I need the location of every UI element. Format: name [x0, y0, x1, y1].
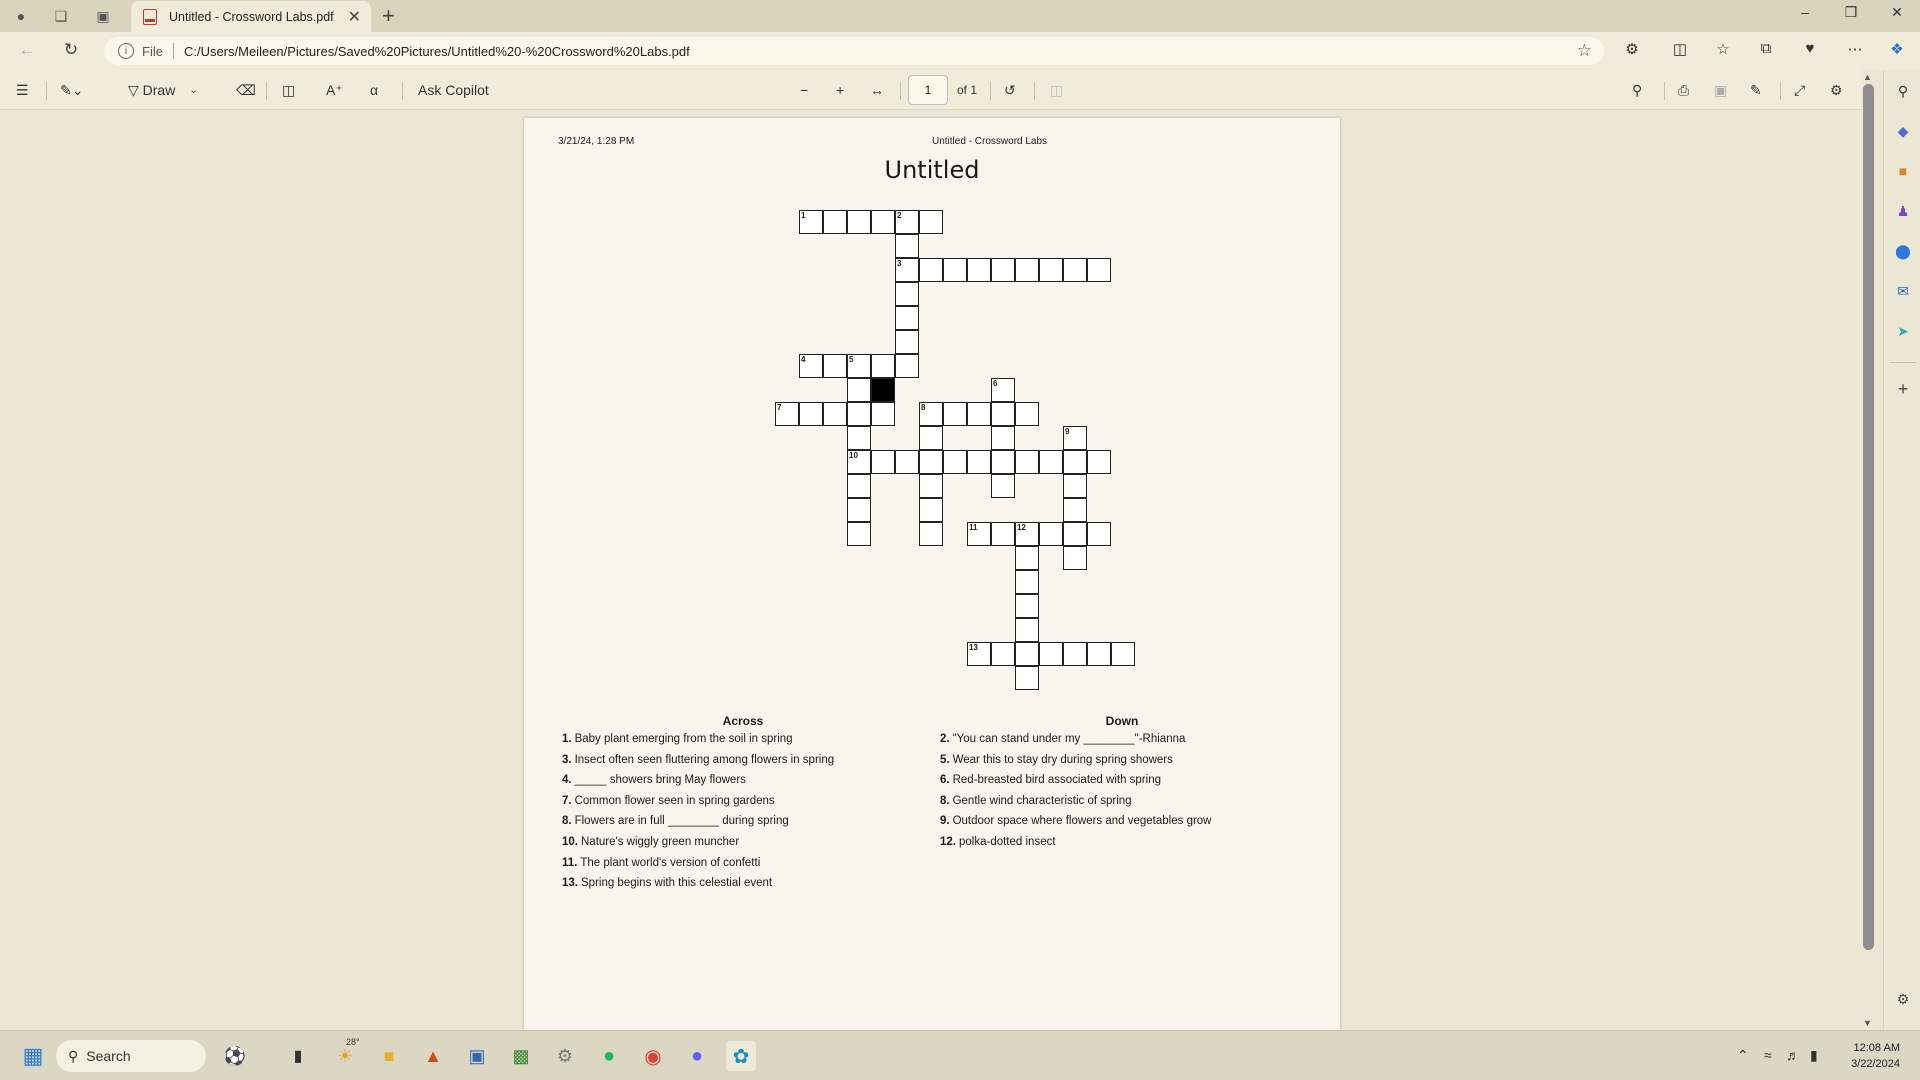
crossword-cell [1063, 450, 1087, 474]
crossword-cell [1015, 666, 1039, 690]
address-bar[interactable] [104, 37, 1604, 65]
crossword-cell [847, 450, 871, 474]
contents-icon[interactable]: ☰ [16, 81, 29, 98]
clue-number: 9 [1065, 427, 1070, 436]
sidebar-settings-icon[interactable]: ⚙ [1896, 990, 1910, 1007]
clue-number: 11 [969, 523, 978, 532]
crossword-cell [895, 210, 919, 234]
crossword-cell [847, 378, 871, 402]
discord-icon[interactable]: ● [690, 1044, 704, 1067]
weather-icon[interactable]: ☀ [336, 1045, 354, 1066]
tab-bar [0, 0, 1920, 32]
crossword-cell [1039, 642, 1063, 666]
new-tab-button[interactable]: + [382, 3, 395, 28]
fullscreen-icon[interactable]: ⤢ [1794, 81, 1806, 98]
split-screen-icon[interactable]: ◫ [1672, 41, 1688, 58]
crossword-cell [991, 378, 1015, 402]
adobe-icon[interactable]: ▲ [424, 1045, 442, 1066]
crossword-cell [823, 354, 847, 378]
divider [266, 82, 267, 100]
puzzle-title: Untitled [884, 156, 980, 184]
restore-button[interactable]: ❐ [1844, 4, 1858, 20]
page-total: of 1 [957, 83, 978, 97]
save-icon[interactable]: ▣ [1714, 81, 1728, 98]
crossword-cell [1087, 522, 1111, 546]
ask-copilot-button[interactable]: Ask Copilot [418, 82, 489, 98]
crossword-cell [1087, 450, 1111, 474]
rotate-icon[interactable]: ↺ [1004, 81, 1016, 98]
crossword-cell [823, 210, 847, 234]
crossword-cell [895, 354, 919, 378]
divider [900, 82, 901, 100]
scroll-thumb[interactable] [1863, 84, 1874, 950]
fit-width-icon[interactable]: ↔ [870, 82, 884, 98]
crossword-cell [775, 402, 799, 426]
refresh-button[interactable]: ↻ [63, 40, 79, 59]
read-aloud-icon[interactable]: A⁺ [326, 81, 343, 98]
divider [1780, 82, 1781, 100]
divider [402, 82, 403, 100]
vertical-tabs-icon[interactable]: ▣ [96, 7, 110, 24]
print-title: Untitled - Crossword Labs [932, 136, 1048, 147]
crossword-cell [1111, 642, 1135, 666]
crossword-cell [991, 642, 1015, 666]
crossword-cell [847, 474, 871, 498]
crossword-cell [1015, 594, 1039, 618]
crossword-cell [919, 426, 943, 450]
translate-icon[interactable]: α [370, 82, 379, 98]
crossword-cell [919, 258, 943, 282]
crossword-cell [991, 402, 1015, 426]
search-icon[interactable]: ⚲ [1897, 82, 1909, 99]
clue-number: 7 [777, 403, 782, 412]
divider [990, 82, 991, 100]
crossword-cell [1063, 474, 1087, 498]
outlook-icon[interactable]: ✉ [1897, 282, 1909, 299]
file-explorer-icon[interactable]: ■ [383, 1045, 395, 1066]
crossword-cell [967, 642, 991, 666]
divider [1664, 82, 1665, 100]
print-date: 3/21/24, 1:28 PM [558, 136, 635, 147]
tab-title: Untitled - Crossword Labs.pdf [169, 9, 334, 24]
crossword-cell [823, 402, 847, 426]
clue-number: 10 [849, 451, 858, 460]
close-window-button[interactable]: ✕ [1891, 4, 1903, 20]
clue-number: 1 [801, 211, 806, 220]
crossword-cell [871, 354, 895, 378]
crossword-cell [919, 402, 943, 426]
crossword-cell [895, 282, 919, 306]
crossword-cell [871, 402, 895, 426]
crossword-cell [1087, 258, 1111, 282]
widgets-icon[interactable]: ⚽ [223, 1045, 247, 1066]
crossword-cell [919, 450, 943, 474]
down-clue: 6. Red-breasted bird associated with spring [940, 774, 1161, 786]
edge-icon[interactable]: ✿ [726, 1041, 756, 1071]
across-clue: 7. Common flower seen in spring gardens [562, 795, 775, 807]
zoom-in-icon[interactable]: + [836, 82, 845, 98]
crossword-cell [895, 258, 919, 282]
crossword-cell [847, 402, 871, 426]
crossword-cell [1063, 426, 1087, 450]
shopping-tag-icon[interactable]: ◆ [1897, 122, 1909, 139]
clue-number: 3 [897, 259, 902, 268]
crossword-cell [1063, 546, 1087, 570]
pdf-toolbar [0, 70, 1883, 110]
crossword-black-cell [871, 378, 895, 402]
performance-icon[interactable]: ♥ [1805, 40, 1815, 57]
down-heading: Down [1105, 714, 1139, 728]
crossword-cell [1063, 522, 1087, 546]
crossword-cell [1063, 642, 1087, 666]
crossword-cell [943, 258, 967, 282]
crossword-cell [1039, 258, 1063, 282]
crossword-cell [895, 234, 919, 258]
clue-number: 5 [849, 355, 854, 364]
url-text[interactable]: C:/Users/Meileen/Pictures/Saved%20Pictures/Untitled%20-%20Crossword%20Labs.pdf [183, 43, 690, 59]
crossword-cell [991, 450, 1015, 474]
crossword-cell [967, 402, 991, 426]
favorites-icon[interactable]: ☆ [1716, 41, 1730, 58]
task-view-icon[interactable]: ▮ [293, 1048, 303, 1065]
down-clue: 8. Gentle wind characteristic of spring [940, 795, 1132, 807]
copilot-icon[interactable]: ❖ [1890, 41, 1904, 58]
print-icon[interactable]: ⎙ [1678, 81, 1690, 98]
crossword-cell [991, 474, 1015, 498]
games-icon[interactable]: ♟ [1896, 202, 1910, 219]
divider [46, 82, 47, 100]
crossword-cell [991, 258, 1015, 282]
edge-sidebar [1883, 70, 1920, 1030]
favorite-star-icon[interactable]: ☆ [1576, 41, 1592, 60]
crossword-cell [1015, 450, 1039, 474]
minecraft-icon[interactable]: ▩ [512, 1045, 530, 1066]
across-clue: 11. The plant world's version of confetti [562, 857, 761, 869]
draw-button[interactable] [128, 80, 198, 100]
crossword-cell [847, 426, 871, 450]
pdf-page [524, 118, 1340, 1030]
back-button[interactable]: ← [18, 40, 36, 59]
crossword-cell [1015, 546, 1039, 570]
across-clue: 3. Insect often seen fluttering among flowers in spring [562, 754, 835, 766]
chevron-down-icon[interactable]: ⌄ [189, 84, 198, 96]
crossword-cell [1039, 450, 1063, 474]
tab-pdf[interactable] [131, 1, 371, 32]
crossword-cell [967, 522, 991, 546]
crossword-cell [967, 450, 991, 474]
down-clue: 9. Outdoor space where flowers and vegetables grow [940, 815, 1212, 827]
add-icon[interactable]: + [1897, 378, 1909, 399]
extensions-icon[interactable]: ⚙ [1625, 41, 1639, 58]
crossword-cell [895, 450, 919, 474]
search-placeholder: Search [86, 1048, 131, 1064]
divider [1034, 82, 1035, 100]
taskbar [0, 1030, 1920, 1080]
windows-start-icon[interactable]: ▦ [22, 1043, 44, 1068]
settings-app-icon[interactable]: ⚙ [556, 1045, 574, 1066]
crossword-cell [799, 402, 823, 426]
crossword-cell [847, 210, 871, 234]
tools-icon[interactable]: ■ [1898, 163, 1908, 179]
settings-icon[interactable]: ⚙ [1830, 81, 1843, 98]
wifi-icon[interactable]: ≈ [1764, 1047, 1772, 1063]
down-clue: 2. "You can stand under my ________"-Rhianna [940, 733, 1186, 745]
crossword-cell [1063, 258, 1087, 282]
crossword-cell [871, 210, 895, 234]
across-clue: 4. _____ showers bring May flowers [562, 774, 746, 786]
clock-time: 12:08 AM [1853, 1042, 1900, 1054]
crossword-cell [1015, 618, 1039, 642]
clue-number: 2 [897, 211, 902, 220]
crossword-cell [847, 522, 871, 546]
down-clue: 12. polka-dotted insect [940, 836, 1056, 848]
crossword-cell [1015, 258, 1039, 282]
crossword-cell [847, 498, 871, 522]
clue-number: 6 [993, 379, 998, 388]
crossword-cell [1015, 402, 1039, 426]
crossword-cell [967, 258, 991, 282]
crossword-cell [1015, 642, 1039, 666]
info-icon[interactable]: i [118, 43, 134, 59]
crossword-cell [991, 426, 1015, 450]
taskbar-search[interactable] [56, 1040, 206, 1072]
crossword-cell [1087, 642, 1111, 666]
workspaces-icon[interactable]: ❏ [54, 7, 68, 24]
crossword-cell [799, 210, 823, 234]
across-clue: 8. Flowers are in full ________ during spring [562, 815, 789, 827]
search-icon: ⚲ [68, 1047, 79, 1064]
more-menu-icon[interactable]: ⋯ [1847, 41, 1863, 58]
spotify-icon[interactable]: ● [602, 1044, 616, 1067]
across-heading: Across [722, 714, 764, 728]
crossword-cell [919, 474, 943, 498]
pdf-file-icon [143, 9, 157, 25]
crossword-cell [1039, 522, 1063, 546]
page-view-icon[interactable]: ◫ [282, 81, 296, 98]
crossword-cell [943, 450, 967, 474]
crossword-cell [1015, 522, 1039, 546]
crossword-cell [1015, 570, 1039, 594]
chrome-icon[interactable]: ◉ [644, 1045, 662, 1068]
url-separator [173, 43, 174, 59]
microsoft365-icon[interactable]: ⬤ [1895, 242, 1911, 259]
tray-overflow-icon[interactable]: ⌃ [1737, 1047, 1749, 1063]
two-page-icon[interactable]: ◫ [1050, 81, 1064, 98]
down-clue: 5. Wear this to stay dry during spring showers [940, 754, 1173, 766]
url-scheme: File [142, 43, 163, 59]
crossword-cell [919, 210, 943, 234]
clue-number: 13 [969, 643, 978, 652]
clock-date: 3/22/2024 [1851, 1058, 1900, 1070]
crossword-cell [991, 522, 1015, 546]
across-clue: 1. Baby plant emerging from the soil in spring [562, 733, 793, 745]
crossword-cell [847, 354, 871, 378]
draw-icon: ▽ [128, 81, 143, 98]
draw-label: Draw [142, 82, 176, 98]
profile-icon[interactable]: ● [16, 8, 26, 24]
minimize-button[interactable]: – [1801, 4, 1809, 20]
collections-icon[interactable]: ⧉ [1760, 40, 1772, 57]
vertical-scrollbar[interactable] [1862, 70, 1883, 1030]
crossword-cell [943, 402, 967, 426]
save-as-icon[interactable]: ✎ [1750, 81, 1762, 98]
page-number-input[interactable]: 1 [908, 75, 948, 105]
volume-icon[interactable]: ♬ [1786, 1047, 1800, 1063]
crossword-cell [919, 522, 943, 546]
battery-icon[interactable]: ▮ [1810, 1047, 1818, 1063]
across-clue: 10. Nature's wiggly green muncher [562, 836, 740, 848]
clue-number: 8 [921, 403, 926, 412]
crossword-cell [895, 306, 919, 330]
close-tab-icon[interactable]: ✕ [347, 9, 361, 26]
crossword-cell [799, 354, 823, 378]
across-clue: 13. Spring begins with this celestial event [562, 877, 773, 889]
erase-icon[interactable]: ⌫ [236, 81, 256, 98]
crossword-cell [919, 498, 943, 522]
scroll-up-icon[interactable]: ▲ [1863, 72, 1872, 82]
clue-number: 4 [801, 355, 806, 364]
crossword-cell [1063, 498, 1087, 522]
crossword-cell [871, 450, 895, 474]
drop-icon[interactable]: ➤ [1897, 322, 1909, 339]
find-icon[interactable]: ⚲ [1632, 81, 1643, 98]
highlight-icon[interactable]: ✎⌄ [60, 81, 84, 98]
clue-number: 12 [1017, 523, 1026, 532]
crossword-cell [895, 330, 919, 354]
system-clock[interactable] [1851, 1040, 1900, 1072]
store-icon[interactable]: ▣ [468, 1045, 486, 1066]
divider [1890, 362, 1916, 363]
zoom-out-icon[interactable]: − [800, 82, 809, 98]
scroll-down-icon[interactable]: ▼ [1863, 1018, 1872, 1028]
weather-temp: 28° [346, 1037, 360, 1047]
